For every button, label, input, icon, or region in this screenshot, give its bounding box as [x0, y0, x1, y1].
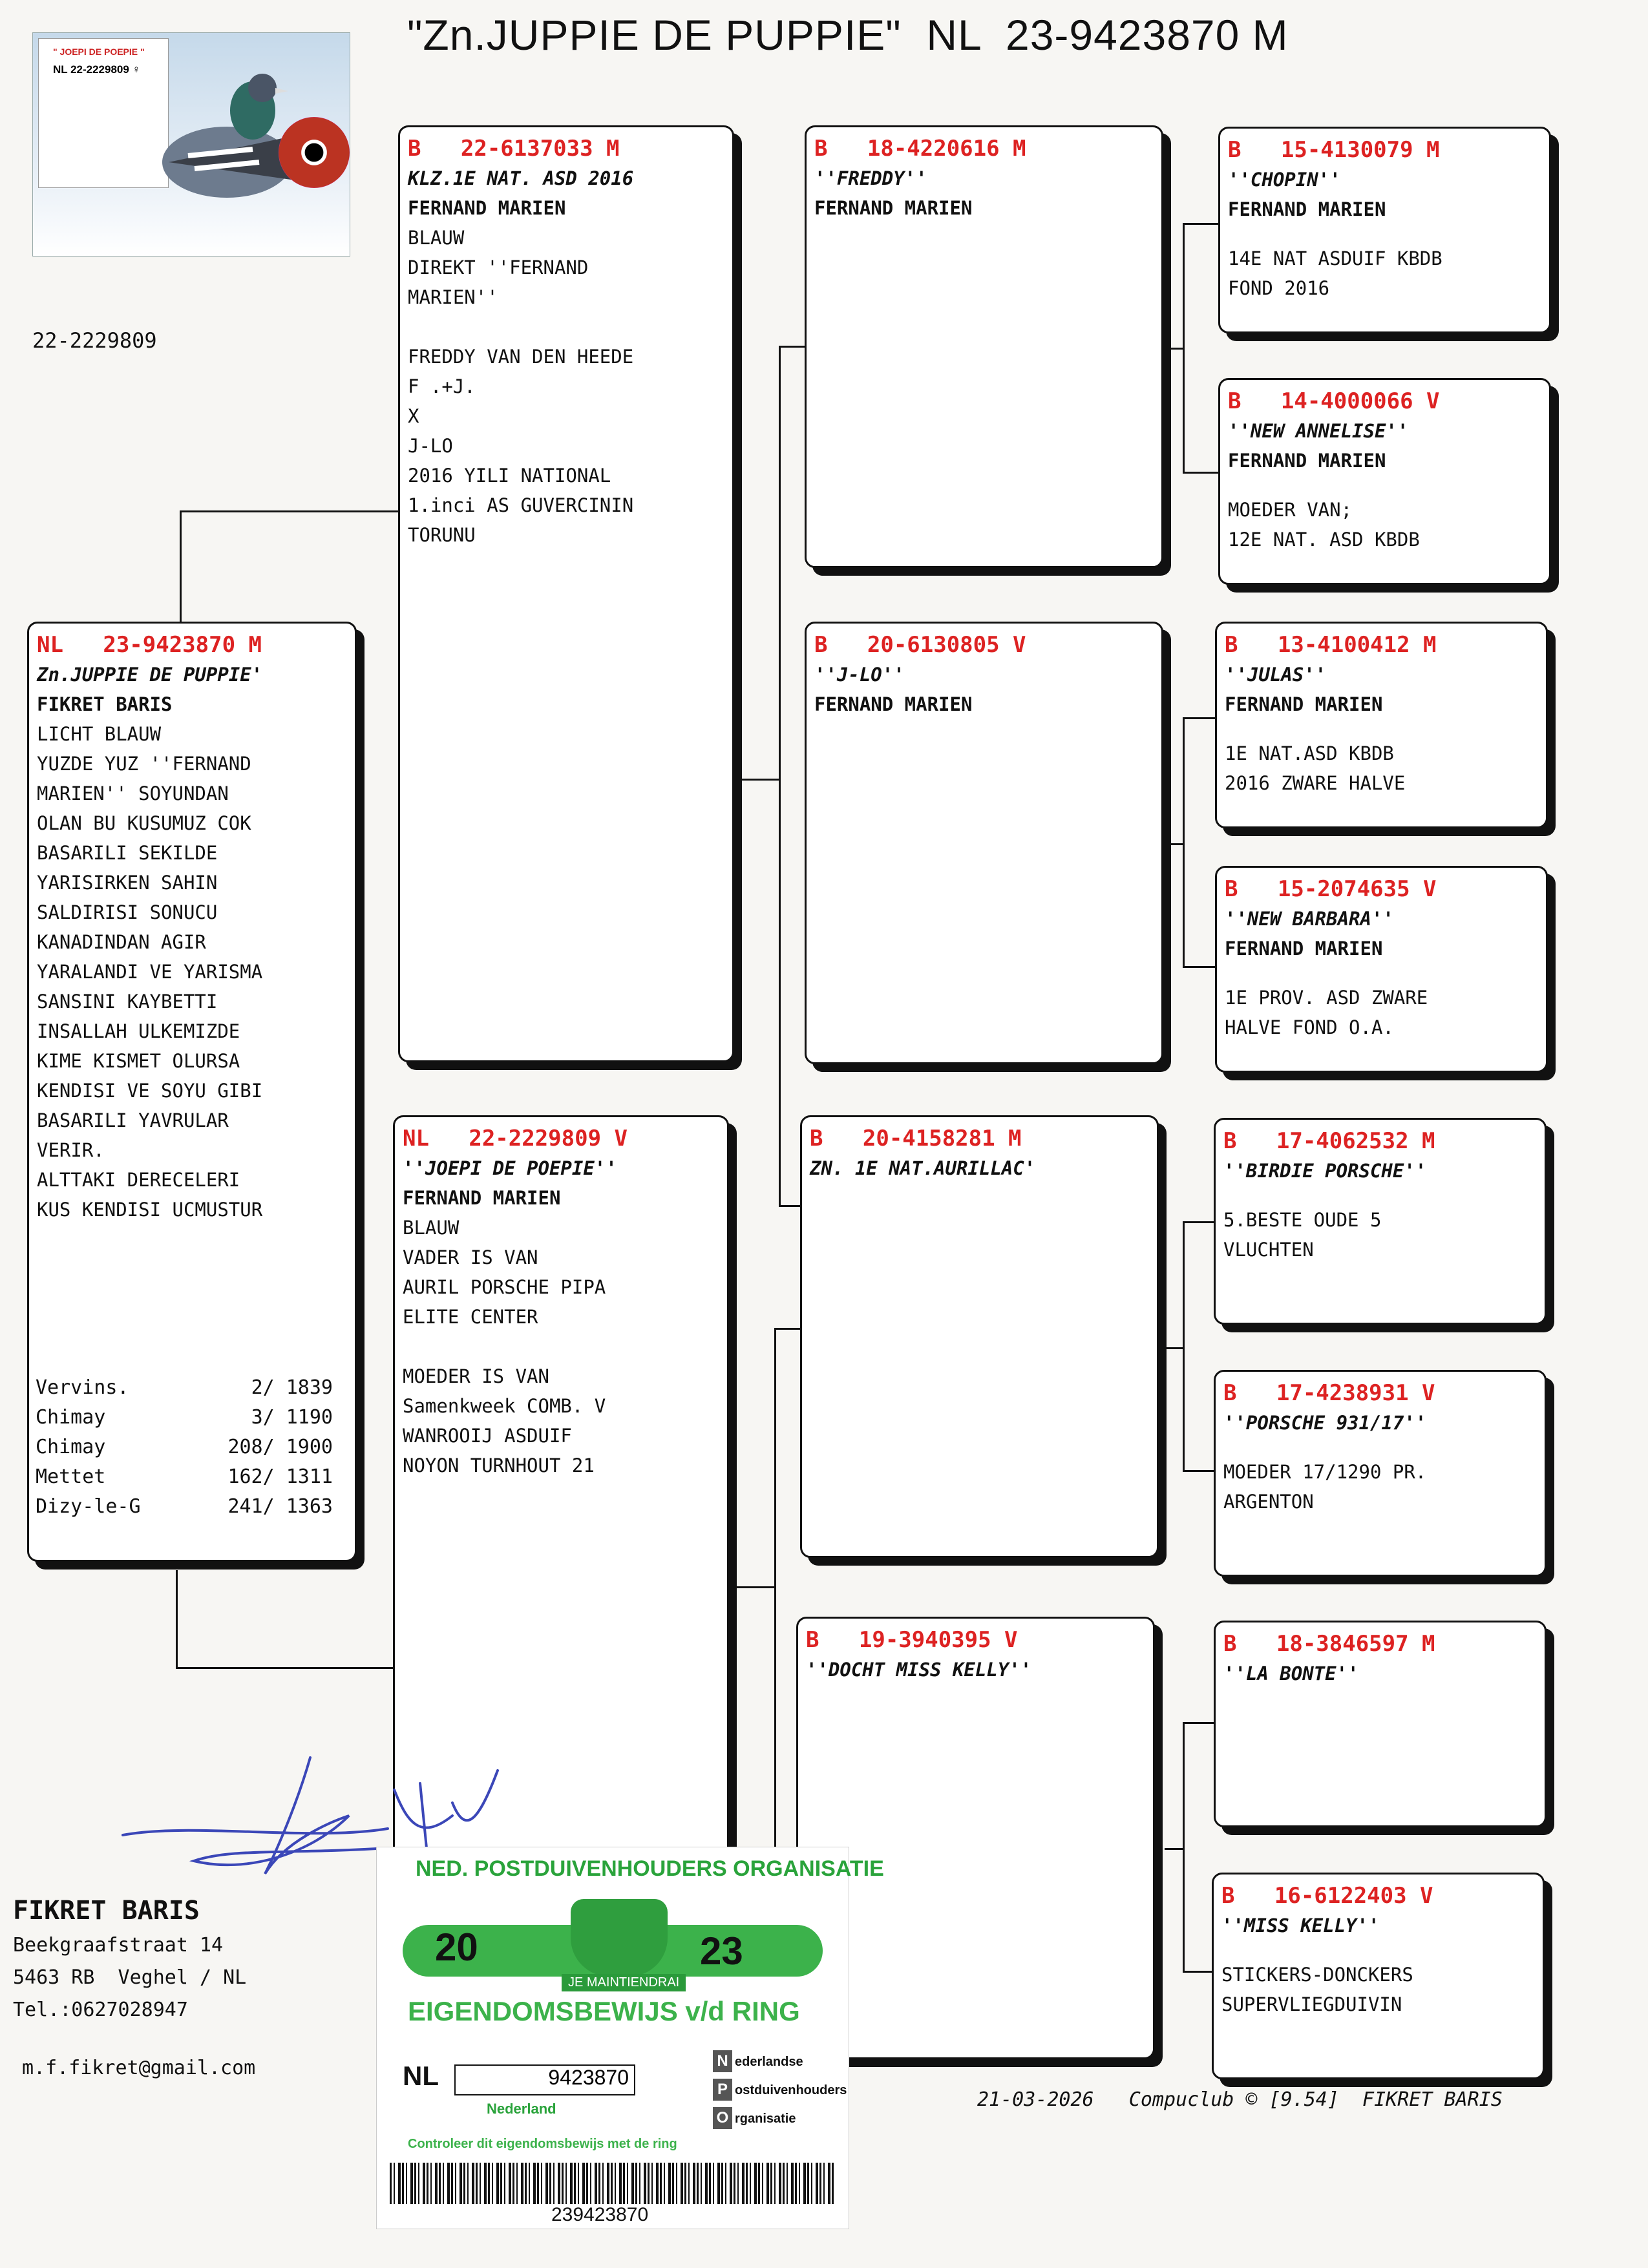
note-line: BLAUW [408, 227, 465, 249]
dam-ring: NL 22-2229809 V [403, 1126, 628, 1151]
ggp-ring: B 15-2074635 V [1225, 876, 1437, 902]
note-line: STICKERS-DONCKERS [1221, 1964, 1413, 1986]
ggp-owner: FERNAND MARIEN [1228, 450, 1386, 472]
card-nederland: Nederland [487, 2101, 556, 2117]
note-line: MARIEN'' [408, 286, 498, 308]
ggp-ring: B 17-4062532 M [1223, 1128, 1435, 1154]
note-line: BLAUW [403, 1217, 460, 1239]
card-motto: JE MAINTIENDRAI [562, 1974, 686, 1991]
note-line: YARISIRKEN SAHIN [37, 872, 218, 894]
subject-ring: NL 23-9423870 M [37, 632, 262, 658]
card-org: NED. POSTDUIVENHOUDERS ORGANISATIE [416, 1856, 884, 1881]
note-line: J-LO [408, 435, 453, 457]
note-line: Samenkweek COMB. V [403, 1395, 606, 1417]
footer-print-info: 21-03-2026 Compuclub © [9.54] FIKRET BARIS [977, 2088, 1503, 2111]
note-line: TORUNU [408, 524, 476, 546]
pigeon-eye-icon [279, 117, 350, 188]
ggp-name: ''NEW BARBARA'' [1225, 908, 1394, 930]
ggp-ring: B 15-4130079 M [1228, 137, 1440, 163]
owner-email: m.f.fikret@gmail.com [22, 2057, 256, 2079]
gp-owner: FERNAND MARIEN [814, 693, 973, 715]
result-place: Vervins. [36, 1376, 129, 1399]
photo-ring-label: 22-2229809 [32, 328, 157, 353]
note-line: ALTTAKI DERECELERI [37, 1169, 240, 1191]
gp-owner: FERNAND MARIEN [814, 197, 973, 219]
note-line: X [408, 405, 419, 427]
gp-ring: B 20-6130805 V [814, 632, 1026, 658]
grandparent-box [800, 1115, 1159, 1558]
great-grandparent-box [1218, 127, 1551, 333]
npo-letter: N [713, 2050, 732, 2072]
subject-name: Zn.JUPPIE DE PUPPIE' [37, 664, 263, 686]
note-line: AURIL PORSCHE PIPA [403, 1276, 606, 1298]
note-line: BASARILI YAVRULAR [37, 1109, 229, 1131]
result-rank: 2/ 1839 [251, 1376, 333, 1399]
ggp-ring: B 17-4238931 V [1223, 1380, 1435, 1406]
result-place: Dizy-le-G [36, 1495, 141, 1518]
card-year-left: 20 [435, 1926, 478, 1969]
note-line: MOEDER 17/1290 PR. [1223, 1461, 1427, 1483]
card-year-right: 23 [700, 1929, 743, 1973]
results-list [36, 1373, 333, 1522]
ggp-ring: B 14-4000066 V [1228, 388, 1440, 414]
note-line: ELITE CENTER [403, 1306, 538, 1328]
note-line: F .+J. [408, 375, 476, 397]
owner-phone: Tel.:0627028947 [13, 1999, 188, 2021]
grandparent-box [805, 622, 1163, 1064]
great-grandparent-box [1218, 378, 1551, 585]
note-line: MOEDER IS VAN [403, 1365, 549, 1387]
note-line: HALVE FOND O.A. [1225, 1016, 1394, 1038]
note-line [408, 312, 724, 342]
ggp-owner: FERNAND MARIEN [1225, 938, 1383, 960]
great-grandparent-box [1214, 1621, 1547, 1827]
barcode-number: 239423870 [551, 2204, 649, 2225]
result-rank: 208/ 1900 [227, 1436, 333, 1458]
result-place: Chimay [36, 1406, 106, 1429]
note-line: SUPERVLIEGDUIVIN [1221, 1993, 1402, 2015]
card-control-note: Controleer dit eigendomsbewijs met de ring [408, 2137, 677, 2151]
result-rank: 241/ 1363 [227, 1495, 333, 1518]
note-line: VADER IS VAN [403, 1246, 538, 1268]
note-line: FOND 2016 [1228, 277, 1330, 299]
note-line [403, 1332, 719, 1361]
great-grandparent-box [1215, 622, 1548, 828]
npo-word: rganisatie [735, 2112, 796, 2126]
note-line: FREDDY VAN DEN HEEDE [408, 346, 634, 368]
note-line: KANADINDAN AGIR [37, 931, 206, 953]
owner-name: FIKRET BARIS [13, 1896, 200, 1926]
note-line: MOEDER VAN; [1228, 499, 1353, 521]
grandparent-box [796, 1617, 1155, 2059]
ggp-name: ''BIRDIE PORSCHE'' [1223, 1160, 1427, 1182]
gp-ring: B 20-4158281 M [810, 1126, 1022, 1151]
subject-owner: FIKRET BARIS [37, 693, 173, 715]
lion-crest-icon [571, 1899, 668, 1977]
note-line: VERIR. [37, 1139, 105, 1161]
photo-caption-name: " JOEPI DE POEPIE " [53, 47, 145, 57]
gp-ring: B 18-4220616 M [814, 136, 1026, 162]
note-line: YUZDE YUZ ''FERNAND [37, 753, 251, 775]
ggp-name: ''PORSCHE 931/17'' [1223, 1412, 1427, 1434]
sire-owner: FERNAND MARIEN [408, 197, 566, 219]
dam-name: ''JOEPI DE POEPIE'' [403, 1157, 617, 1179]
note-line: 2016 ZWARE HALVE [1225, 772, 1406, 794]
npo-letter: P [713, 2079, 732, 2101]
note-line: YARALANDI VE YARISMA [37, 961, 263, 983]
gp-ring: B 19-3940395 V [806, 1627, 1018, 1653]
note-line: MARIEN'' SOYUNDAN [37, 782, 229, 804]
result-row [36, 1373, 333, 1403]
gp-name: ZN. 1E NAT.AURILLAC' [810, 1157, 1036, 1179]
npo-letter: O [713, 2107, 732, 2129]
note-line: 1E NAT.ASD KBDB [1225, 742, 1394, 764]
result-row [36, 1403, 333, 1433]
result-rank: 3/ 1190 [251, 1406, 333, 1429]
note-line: LICHT BLAUW [37, 723, 162, 745]
ggp-owner: FERNAND MARIEN [1228, 198, 1386, 220]
note-line: 14E NAT ASDUIF KBDB [1228, 247, 1442, 269]
note-line: KENDISI VE SOYU GIBI [37, 1080, 263, 1102]
card-country: NL [403, 2061, 439, 2091]
note-line: WANROOIJ ASDUIF [403, 1425, 572, 1447]
note-line: DIREKT ''FERNAND [408, 257, 589, 278]
note-line: VLUCHTEN [1223, 1239, 1314, 1261]
result-row [36, 1492, 333, 1522]
subject-notes [37, 719, 347, 1224]
note-line: 1E PROV. ASD ZWARE [1225, 987, 1428, 1009]
owner-address [13, 1892, 255, 2084]
result-place: Mettet [36, 1465, 106, 1488]
pigeon-photo [32, 32, 350, 257]
ggp-ring: B 18-3846597 M [1223, 1631, 1435, 1657]
ggp-name: ''MISS KELLY'' [1221, 1915, 1380, 1937]
ggp-name: ''CHOPIN'' [1228, 169, 1341, 191]
photo-caption-ring: NL 22-2229809 ♀ [53, 63, 141, 76]
great-grandparent-box [1212, 1873, 1545, 2079]
barcode-icon [390, 2163, 836, 2204]
result-place: Chimay [36, 1436, 106, 1458]
result-row [36, 1433, 333, 1462]
note-line: 5.BESTE OUDE 5 [1223, 1209, 1382, 1231]
note-line: NOYON TURNHOUT 21 [403, 1454, 595, 1476]
sire-ring: B 22-6137033 M [408, 136, 620, 162]
npo-word: ostduivenhouders [735, 2083, 847, 2097]
owner-street: Beekgraafstraat 14 [13, 1934, 224, 1957]
gp-name: ''J-LO'' [814, 664, 905, 686]
note-line: SANSINI KAYBETTI [37, 991, 218, 1013]
ggp-name: ''LA BONTE'' [1223, 1663, 1359, 1685]
grandparent-box [805, 125, 1163, 568]
note-line: SALDIRISI SONUCU [37, 901, 218, 923]
great-grandparent-box [1214, 1370, 1547, 1577]
npo-word: ederlandse [735, 2055, 803, 2069]
ggp-ring: B 13-4100412 M [1225, 632, 1437, 658]
gp-name: ''DOCHT MISS KELLY'' [806, 1659, 1032, 1681]
sire-box [398, 125, 734, 1062]
card-title: EIGENDOMSBEWIJS v/d RING [408, 1996, 800, 2026]
note-line: KIME KISMET OLURSA [37, 1050, 240, 1072]
note-line: OLAN BU KUSUMUZ COK [37, 812, 251, 834]
gp-name: ''FREDDY'' [814, 167, 927, 189]
ggp-ring: B 16-6122403 V [1221, 1883, 1433, 1909]
dam-owner: FERNAND MARIEN [403, 1187, 561, 1209]
note-line: ARGENTON [1223, 1491, 1314, 1513]
subject-box [27, 622, 357, 1562]
great-grandparent-box [1214, 1118, 1547, 1325]
npo-logo [713, 2048, 847, 2133]
owner-city: 5463 RB Veghel / NL [13, 1966, 247, 1989]
result-rank: 162/ 1311 [227, 1465, 333, 1488]
ring-ownership-card [376, 1847, 884, 2229]
note-line: KUS KENDISI UCMUSTUR [37, 1199, 263, 1221]
sire-name: KLZ.1E NAT. ASD 2016 [408, 167, 634, 189]
card-ring-number: 9423870 [454, 2064, 635, 2095]
note-line: BASARILI SEKILDE [37, 842, 218, 864]
ggp-name: ''NEW ANNELISE'' [1228, 420, 1409, 442]
page-title: "Zn.JUPPIE DE PUPPIE" NL 23-9423870 M [407, 11, 1289, 59]
ggp-owner: FERNAND MARIEN [1225, 693, 1383, 715]
note-line: 1.inci AS GUVERCININ [408, 494, 634, 516]
note-line: INSALLAH ULKEMIZDE [37, 1020, 240, 1042]
result-row [36, 1462, 333, 1492]
note-line: 2016 YILI NATIONAL [408, 465, 611, 487]
note-line: 12E NAT. ASD KBDB [1228, 529, 1420, 551]
ggp-name: ''JULAS'' [1225, 664, 1327, 686]
great-grandparent-box [1215, 866, 1548, 1073]
